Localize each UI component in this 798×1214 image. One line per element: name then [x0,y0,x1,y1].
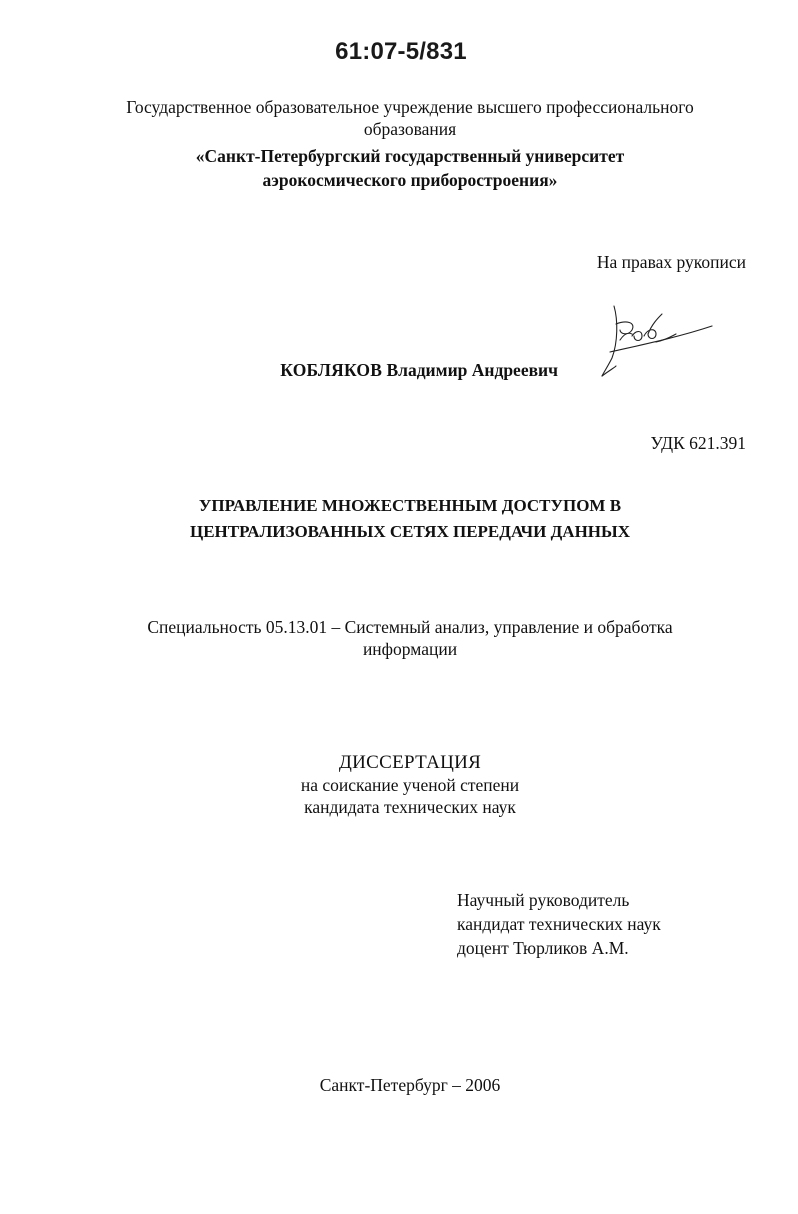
dissertation-block [60,752,760,818]
handwritten-signature-icon [596,300,716,380]
title-line-2: ЦЕНТРАЛИЗОВАННЫХ СЕТЯХ ПЕРЕДАЧИ ДАННЫХ [189,522,631,541]
university-line-2: аэрокосмического приборостроения» [262,170,558,190]
place-year: Санкт-Петербург – 2006 [319,1075,501,1095]
title-line-1: УПРАВЛЕНИЕ МНОЖЕСТВЕННЫМ ДОСТУПОМ В [198,496,622,515]
specialty-line-1: Специальность 05.13.01 – Системный анализ, управление и обработка [147,617,673,637]
supervisor-block [457,888,777,960]
supervisor-role: Научный руководитель [457,890,630,910]
dissertation-title [60,493,760,545]
university-name [60,144,760,192]
supervisor-degree: кандидат технических наук [457,914,661,934]
library-code-text: 61:07-5/831 [335,38,467,65]
author-surname: КОБЛЯКОВ [280,360,383,380]
dissertation-line-2: кандидата технических наук [304,797,516,817]
dissertation-heading: ДИССЕРТАЦИЯ [338,752,482,773]
institution-line-1: Государственное образовательное учреждение высшего профессионального [126,97,694,117]
specialty [60,616,760,660]
specialty-line-2: информации [362,639,458,659]
author-given-names: Владимир Андреевич [386,360,558,380]
author-name [200,360,558,381]
dissertation-line-1: на соискание ученой степени [300,775,520,795]
university-line-1: «Санкт-Петербургский государственный университет [195,146,625,166]
institution-line-2: образования [363,119,457,139]
library-code [0,38,798,66]
supervisor-name: доцент Тюрликов А.М. [457,938,629,958]
udc-code: УДК 621.391 [650,433,746,453]
institution-block [60,96,760,140]
manuscript-rights: На правах рукописи [596,252,746,272]
